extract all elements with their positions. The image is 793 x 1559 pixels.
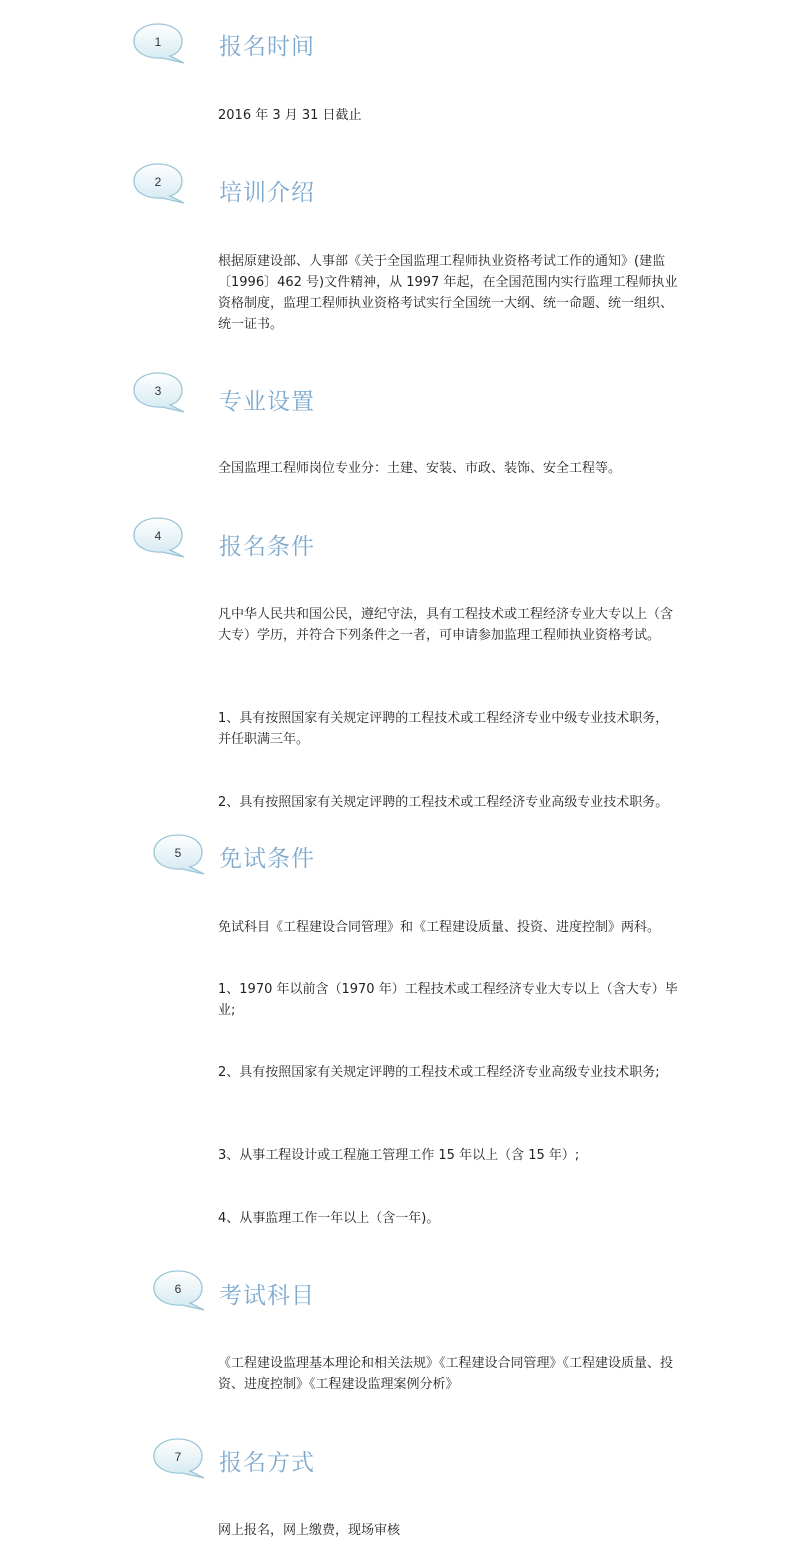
section-number: 3 [154, 384, 162, 398]
section-paragraph: 网上报名，网上缴费，现场审核 [218, 1523, 401, 1538]
section-number: 4 [154, 529, 162, 543]
section-number: 7 [174, 1450, 182, 1464]
section-number: 6 [174, 1282, 182, 1296]
section-paragraph: 1、1970 年以前含（1970 年）工程技术或工程经济专业大专以上（含大专）毕业; [218, 982, 678, 1018]
section-paragraph: 2016 年 3 月 31 日截止 [218, 108, 362, 123]
section-paragraph: 1、具有按照国家有关规定评聘的工程技术或工程经济专业中级专业技术职务，并任职满三年。 [218, 711, 669, 747]
section-paragraph: 根据原建设部、人事部《关于全国监理工程师执业资格考试工作的通知》(建监〔1996〕462 号)文件精神，从 1997 年起，在全国范围内实行监理工程师执业资格制度，监理工程师执业资格考试实行全国统一大纲、统一命题、统一组织、统一证书。 [218, 254, 678, 332]
speech-bubble-icon [152, 1269, 204, 1309]
section-paragraph: 3、从事工程设计或工程施工管理工作 15 年以上（含 15 年）; [218, 1148, 580, 1163]
speech-bubble-icon [132, 22, 184, 62]
section-number: 5 [174, 846, 182, 860]
section-title: 专业设置 [219, 389, 315, 415]
section-title: 培训介绍 [219, 180, 315, 206]
speech-bubble-icon [132, 371, 184, 411]
section-title: 免试条件 [219, 846, 315, 872]
section-title: 报名方式 [219, 1450, 315, 1476]
speech-bubble-icon [152, 833, 204, 873]
section-paragraph: 《工程建设监理基本理论和相关法规》《工程建设合同管理》《工程建设质量、投资、进度控制》《工程建设监理案例分析》 [218, 1356, 674, 1392]
section-title: 考试科目 [219, 1283, 315, 1309]
section-title: 报名条件 [219, 534, 315, 560]
section-paragraph: 免试科目《工程建设合同管理》和《工程建设质量、投资、进度控制》两科。 [218, 920, 661, 935]
section-paragraph: 2、具有按照国家有关规定评聘的工程技术或工程经济专业高级专业技术职务。 [218, 795, 669, 810]
section-paragraph: 2、具有按照国家有关规定评聘的工程技术或工程经济专业高级专业技术职务; [218, 1065, 660, 1080]
section-paragraph: 凡中华人民共和国公民，遵纪守法，具有工程技术或工程经济专业大专以上（含大专）学历，并符合下列条件之一者，可申请参加监理工程师执业资格考试。 [218, 607, 674, 643]
section-paragraph: 全国监理工程师岗位专业分：土建、安装、市政、装饰、安全工程等。 [218, 461, 622, 476]
speech-bubble-icon [152, 1437, 204, 1477]
section-paragraph: 4、从事监理工作一年以上（含一年)。 [218, 1211, 440, 1226]
section-title: 报名时间 [219, 34, 315, 60]
section-number: 2 [154, 175, 162, 189]
section-number: 1 [154, 35, 162, 49]
speech-bubble-icon [132, 516, 184, 556]
speech-bubble-icon [132, 162, 184, 202]
